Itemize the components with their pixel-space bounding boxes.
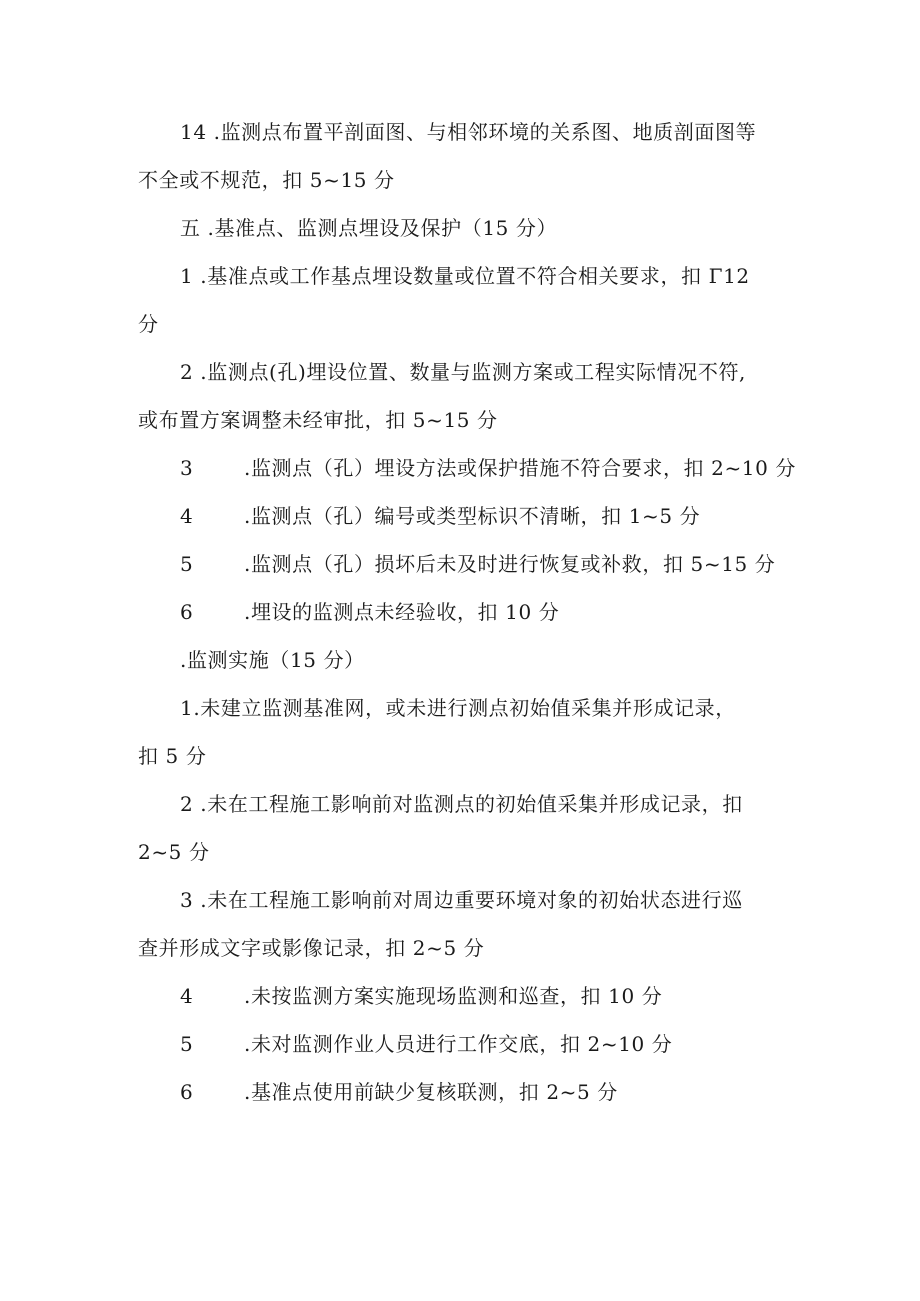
s6-item-1-line-1: 1.未建立监测基准网，或未进行测点初始值采集并形成记录，: [180, 696, 736, 720]
item-14-line-2: 不全或不规范，扣 5~15 分: [138, 168, 395, 192]
s5-item-6-number: 6: [180, 600, 193, 624]
item-14-line-1: 14 .监测点布置平剖面图、与相邻环境的关系图、地质剖面图等: [180, 120, 757, 144]
s5-item-2-line-1: 2 .监测点(孔)埋设位置、数量与监测方案或工程实际情况不符,: [180, 360, 747, 384]
s6-item-4-text: .未按监测方案实施现场监测和巡查，扣 10 分: [244, 984, 663, 1008]
s5-item-4-text: .监测点（孔）编号或类型标识不清晰，扣 1~5 分: [244, 504, 701, 528]
s5-item-3-number: 3: [180, 456, 193, 480]
section-5-heading: 五 .基准点、监测点埋设及保护（15 分）: [180, 216, 558, 240]
section-6-heading: .监测实施（15 分）: [180, 648, 365, 672]
s6-item-5-text: .未对监测作业人员进行工作交底，扣 2~10 分: [244, 1032, 673, 1056]
s6-item-2-line-1: 2 .未在工程施工影响前对监测点的初始值采集并形成记录，扣: [180, 792, 743, 816]
s5-item-5-text: .监测点（孔）损坏后未及时进行恢复或补救，扣 5~15 分: [244, 552, 776, 576]
s6-item-5-number: 5: [180, 1032, 193, 1056]
s6-item-3-line-1: 3 .未在工程施工影响前对周边重要环境对象的初始状态进行巡: [180, 888, 743, 912]
s5-item-1-line-2: 分: [138, 312, 159, 336]
s6-item-6-text: .基准点使用前缺少复核联测，扣 2~5 分: [244, 1080, 618, 1104]
s5-item-4-number: 4: [180, 504, 193, 528]
s6-item-2-line-2: 2~5 分: [138, 840, 210, 864]
s5-item-3-text: .监测点（孔）埋设方法或保护措施不符合要求，扣 2~10 分: [244, 456, 797, 480]
s5-item-2-line-2: 或布置方案调整未经审批，扣 5~15 分: [138, 408, 498, 432]
s5-item-1-line-1: 1 .基准点或工作基点埋设数量或位置不符合相关要求，扣 Γ12: [180, 264, 750, 288]
s6-item-6-number: 6: [180, 1080, 193, 1104]
s6-item-3-line-2: 查并形成文字或影像记录，扣 2~5 分: [138, 936, 485, 960]
s6-item-4-number: 4: [180, 984, 193, 1008]
s5-item-5-number: 5: [180, 552, 193, 576]
s5-item-6-text: .埋设的监测点未经验收，扣 10 分: [244, 600, 560, 624]
s6-item-1-line-2: 扣 5 分: [138, 744, 207, 768]
